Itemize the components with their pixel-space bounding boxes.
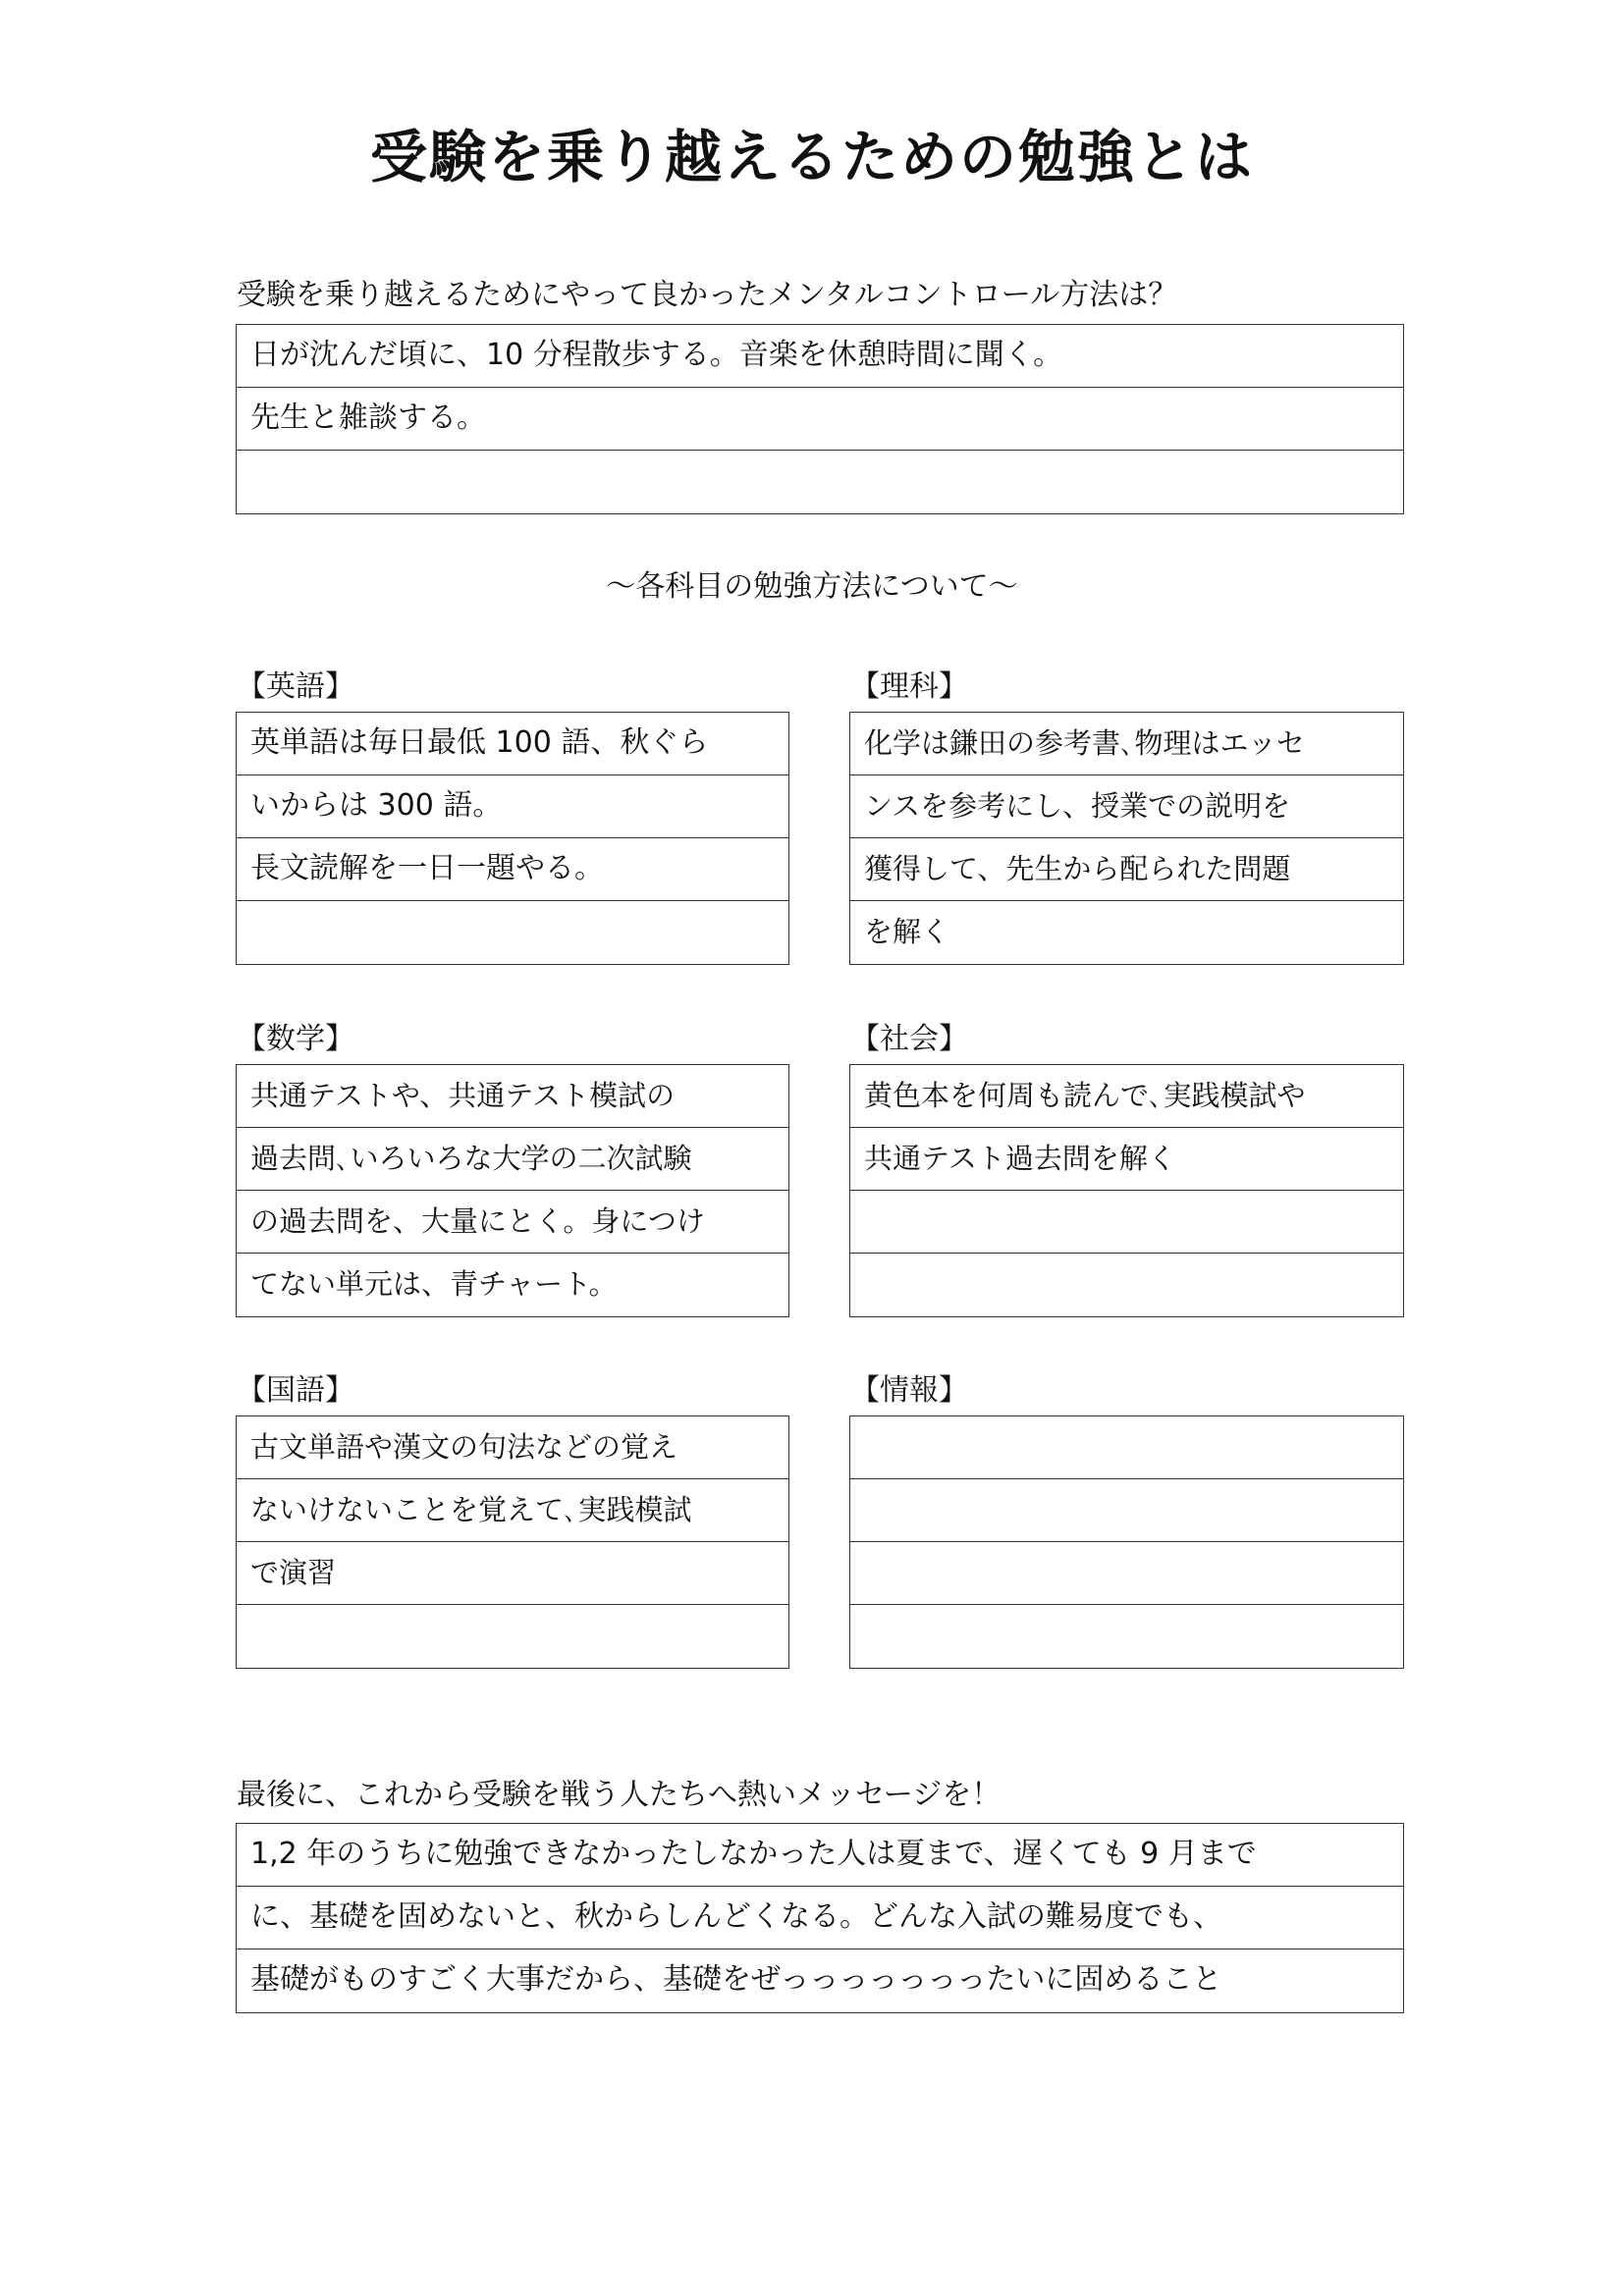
science-box: [849, 712, 1404, 965]
math-box: [236, 1064, 789, 1317]
answer-row[interactable]: [850, 1605, 1403, 1668]
answer-row[interactable]: [850, 1416, 1403, 1479]
answer-row[interactable]: 獲得して、先生から配られた問題: [850, 838, 1403, 901]
subjects-heading: ～各科目の勉強方法について～: [606, 569, 1018, 604]
answer-row[interactable]: 先生と雑談する。: [237, 388, 1403, 451]
answer-row[interactable]: ないけないことを覚えて､実践模試: [237, 1479, 788, 1542]
answer-row[interactable]: を解く: [864, 915, 950, 948]
answer-row[interactable]: [850, 1479, 1403, 1542]
answer-row[interactable]: に、基礎を固めないと、秋からしんどくなる。どんな入試の難易度でも、: [237, 1887, 1403, 1949]
answer-row[interactable]: 基礎がものすごく大事だから、基礎をぜっっっっっっったいに固めること: [250, 1962, 1222, 1997]
answer-row[interactable]: [237, 451, 1403, 513]
answer-row[interactable]: 古文単語や漢文の句法などの覚え: [237, 1416, 788, 1479]
answer-row[interactable]: 英単語は毎日最低 100 語、秋ぐら: [237, 713, 788, 775]
answer-row[interactable]: いからは 300 語。: [237, 775, 788, 838]
social-label: 【社会】: [850, 1022, 968, 1056]
answer-row[interactable]: 過去問､いろいろな大学の二次試験: [237, 1128, 788, 1191]
japanese-label: 【国語】: [237, 1373, 354, 1408]
social-box: [849, 1064, 1404, 1317]
mental-question: 受験を乗り越えるためにやって良かったメンタルコントロール方法は？: [237, 278, 1178, 312]
answer-row[interactable]: [850, 1191, 1403, 1254]
answer-row[interactable]: ンスを参考にし、授業での説明を: [850, 775, 1403, 838]
answer-row[interactable]: てない単元は、青チャート。: [250, 1267, 618, 1301]
answer-row[interactable]: 日が沈んだ頃に、10 分程散歩する。音楽を休憩時間に聞く。: [237, 325, 1403, 388]
message-question: 最後に、これから受験を戦う人たちへ熱いメッセージを！: [237, 1778, 1001, 1812]
answer-row[interactable]: [850, 1542, 1403, 1605]
answer-row[interactable]: で演習: [237, 1542, 788, 1605]
mental-answer-box: [236, 324, 1404, 514]
answer-row[interactable]: 長文読解を一日一題やる。: [237, 838, 788, 901]
info-label: 【情報】: [850, 1373, 968, 1408]
answer-row[interactable]: 共通テスト過去問を解く: [850, 1128, 1403, 1191]
answer-row[interactable]: 共通テストや、共通テスト模試の: [237, 1065, 788, 1128]
japanese-box: [236, 1415, 789, 1669]
math-label: 【数学】: [237, 1022, 354, 1056]
answer-row[interactable]: の過去問を、大量にとく。身につけ: [237, 1191, 788, 1254]
english-label: 【英語】: [237, 669, 354, 704]
science-label: 【理科】: [850, 669, 968, 704]
english-box: [236, 712, 789, 965]
answer-row[interactable]: 1,2 年のうちに勉強できなかったしなかった人は夏まで、遅くても 9 月まで: [237, 1824, 1403, 1887]
info-box: [849, 1415, 1404, 1669]
message-box: [236, 1823, 1404, 2013]
page-title: 受験を乗り越えるための勉強とは: [369, 124, 1254, 190]
answer-row[interactable]: 化学は鎌田の参考書､物理はエッセ: [850, 713, 1403, 775]
answer-row[interactable]: 黄色本を何周も読んで､実践模試や: [850, 1065, 1403, 1128]
answer-row[interactable]: [850, 1254, 1403, 1316]
answer-row[interactable]: [237, 1605, 788, 1668]
answer-row[interactable]: [237, 901, 788, 964]
